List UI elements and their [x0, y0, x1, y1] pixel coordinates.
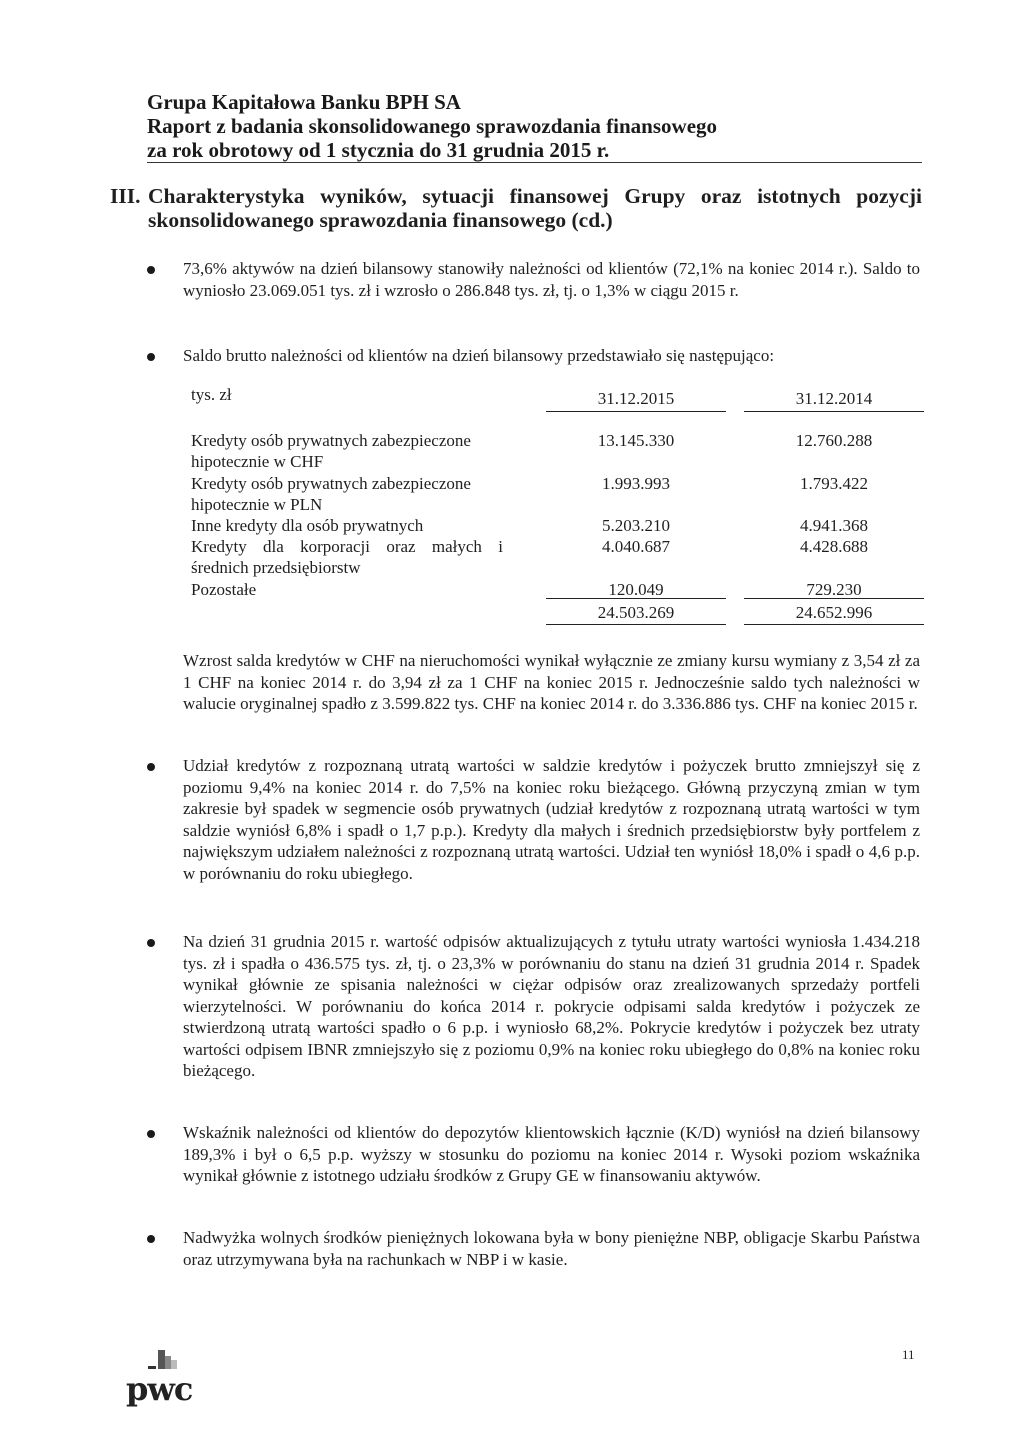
- row-label: Pozostałe: [191, 580, 257, 599]
- bullet-receivables-share: 73,6% aktywów na dzień bilansowy stanowiły należności od klientów (72,1% na koniec 2014 r.). Saldo to wyniosło 23.069.051 tys. zł i wzrosło o 286.848 tys. zł, tj. o 1,3% w ciągu 2015 r.: [183, 259, 920, 300]
- row-value-2014: 1.793.422: [800, 474, 868, 493]
- chf-explanation: Wzrost salda kredytów w CHF na nieruchomości wynikał wyłącznie ze zmiany kursu wymiany z 3,54 zł za 1 CHF na koniec 2014 r. do 3,94 zł za 1 CHF na koniec 2015 r. Jednocześnie saldo tych należności w walucie oryginalnej spadło z 3.599.822 tys. CHF na koniec 2014 r. do 3.336.886 tys. CHF na koniec 2015 r.: [183, 651, 920, 713]
- subtotal-rule-2015: [546, 598, 726, 599]
- row-label: Kredyty osób prywatnych zabezpieczone hipotecznie w PLN: [191, 474, 471, 514]
- row-label: Kredyty osób prywatnych zabezpieczone hipotecznie w CHF: [191, 431, 471, 471]
- section-title: Charakterystyka wyników, sytuacji finansowej Grupy oraz istotnych pozycji skonsolidowanego sprawozdania finansowego (cd.): [148, 184, 922, 232]
- row-value-2015: 1.993.993: [602, 474, 670, 493]
- bullet-marker: [147, 763, 155, 771]
- row-value-2014: 4.428.688: [800, 537, 868, 556]
- bullet-gross-balance-intro: Saldo brutto należności od klientów na dzień bilansowy przedstawiało się następująco:: [183, 346, 775, 365]
- subtotal-rule-2014: [744, 598, 924, 599]
- bullet-marker: [147, 353, 155, 361]
- row-value-2015: 5.203.210: [602, 516, 670, 535]
- total-2014: 24.652.996: [795, 603, 873, 622]
- table-unit: tys. zł: [191, 385, 232, 404]
- row-value-2015: 13.145.330: [597, 431, 675, 450]
- row-label: Inne kredyty dla osób prywatnych: [191, 516, 424, 535]
- bullet-impaired-loans: Udział kredytów z rozpoznaną utratą wartości w saldzie kredytów i pożyczek brutto zmniejszył się z poziomu 9,4% na koniec 2014 r. do 7,5% na koniec roku bieżącego. Główną przyczyną zmian w tym zakresie był spadek w segmencie osób prywatnych (udział kredytów z rozpoznaną utratą wartości w tym saldzie wyniósł 6,8% i spadł o 1,7 p.p.). Kredyty dla małych i średnich przedsiębiorstw były portfelem z największym udziałem należności z rozpoznaną utratą wartości. Udział ten wyniósł 18,0% i spadł o 4,6 p.p. w porównaniu do roku ubiegłego.: [183, 756, 920, 883]
- total-rule-2014: [744, 624, 924, 625]
- row-value-2015: 120.049: [608, 580, 664, 599]
- bullet-marker: [147, 1235, 155, 1243]
- row-value-2014: 4.941.368: [800, 516, 868, 535]
- row-value-2014: 12.760.288: [795, 431, 873, 450]
- report-header: [147, 90, 922, 162]
- pwc-logo-wordmark: pwc: [126, 1370, 193, 1408]
- pwc-logo-mark-icon: [148, 1346, 188, 1372]
- bullet-marker: [147, 1130, 155, 1138]
- bullet-marker: [147, 939, 155, 947]
- bullet-impairment-allowances: Na dzień 31 grudnia 2015 r. wartość odpisów aktualizujących z tytułu utraty wartości wyniosła 1.434.218 tys. zł i spadła o 436.575 tys. zł, tj. o 23,3% w porównaniu do stanu na dzień 31 grudnia 2014 r. Spadek wynikał głównie ze spisania należności w ciężar odpisów oraz zrealizowanych sprzedaży portfeli wierzytelności. W porównaniu do końca 2014 r. pokrycie odpisami salda kredytów i pożyczek ze stwierdzoną utratą wartości spadło o 6 p.p. i wyniosło 68,2%. Pokrycie kredytów i pożyczek bez utraty wartości odpisem IBNR zmniejszyło się z poziomu 0,9% na koniec roku ubiegłego do 0,8% na koniec roku bieżącego.: [183, 932, 920, 1080]
- bullet-marker: [147, 266, 155, 274]
- row-value-2014: 729.230: [806, 580, 862, 599]
- header-report-title: Raport z badania skonsolidowanego sprawozdania finansowego: [147, 114, 718, 138]
- page-number: 11: [902, 1347, 915, 1362]
- header-period: za rok obrotowy od 1 stycznia do 31 grudnia 2015 r.: [147, 138, 610, 162]
- header-company: Grupa Kapitałowa Banku BPH SA: [147, 90, 461, 114]
- table-header-2014: 31.12.2014: [744, 388, 924, 412]
- row-value-2015: 4.040.687: [602, 537, 670, 556]
- total-rule-2015: [546, 624, 726, 625]
- section-number: III.: [110, 184, 141, 208]
- header-rule: [147, 162, 922, 163]
- row-label: Kredyty dla korporacji oraz małych i średnich przedsiębiorstw: [191, 537, 503, 577]
- bullet-loan-deposit-ratio: Wskaźnik należności od klientów do depozytów klientowskich łącznie (K/D) wyniósł na dzień bilansowy 189,3% i był o 6,5 p.p. wyższy w stosunku do poziomu na koniec 2014 r. Wysoki poziom wskaźnika wynikał głównie z istotnego udziału środków z Grupy GE w finansowaniu aktywów.: [183, 1123, 920, 1185]
- total-2015: 24.503.269: [597, 603, 675, 622]
- table-header-2015: 31.12.2015: [546, 388, 726, 412]
- bullet-surplus-funds: Nadwyżka wolnych środków pieniężnych lokowana była w bony pieniężne NBP, obligacje Skarbu Państwa oraz utrzymywana była na rachunkach w NBP i w kasie.: [183, 1228, 920, 1269]
